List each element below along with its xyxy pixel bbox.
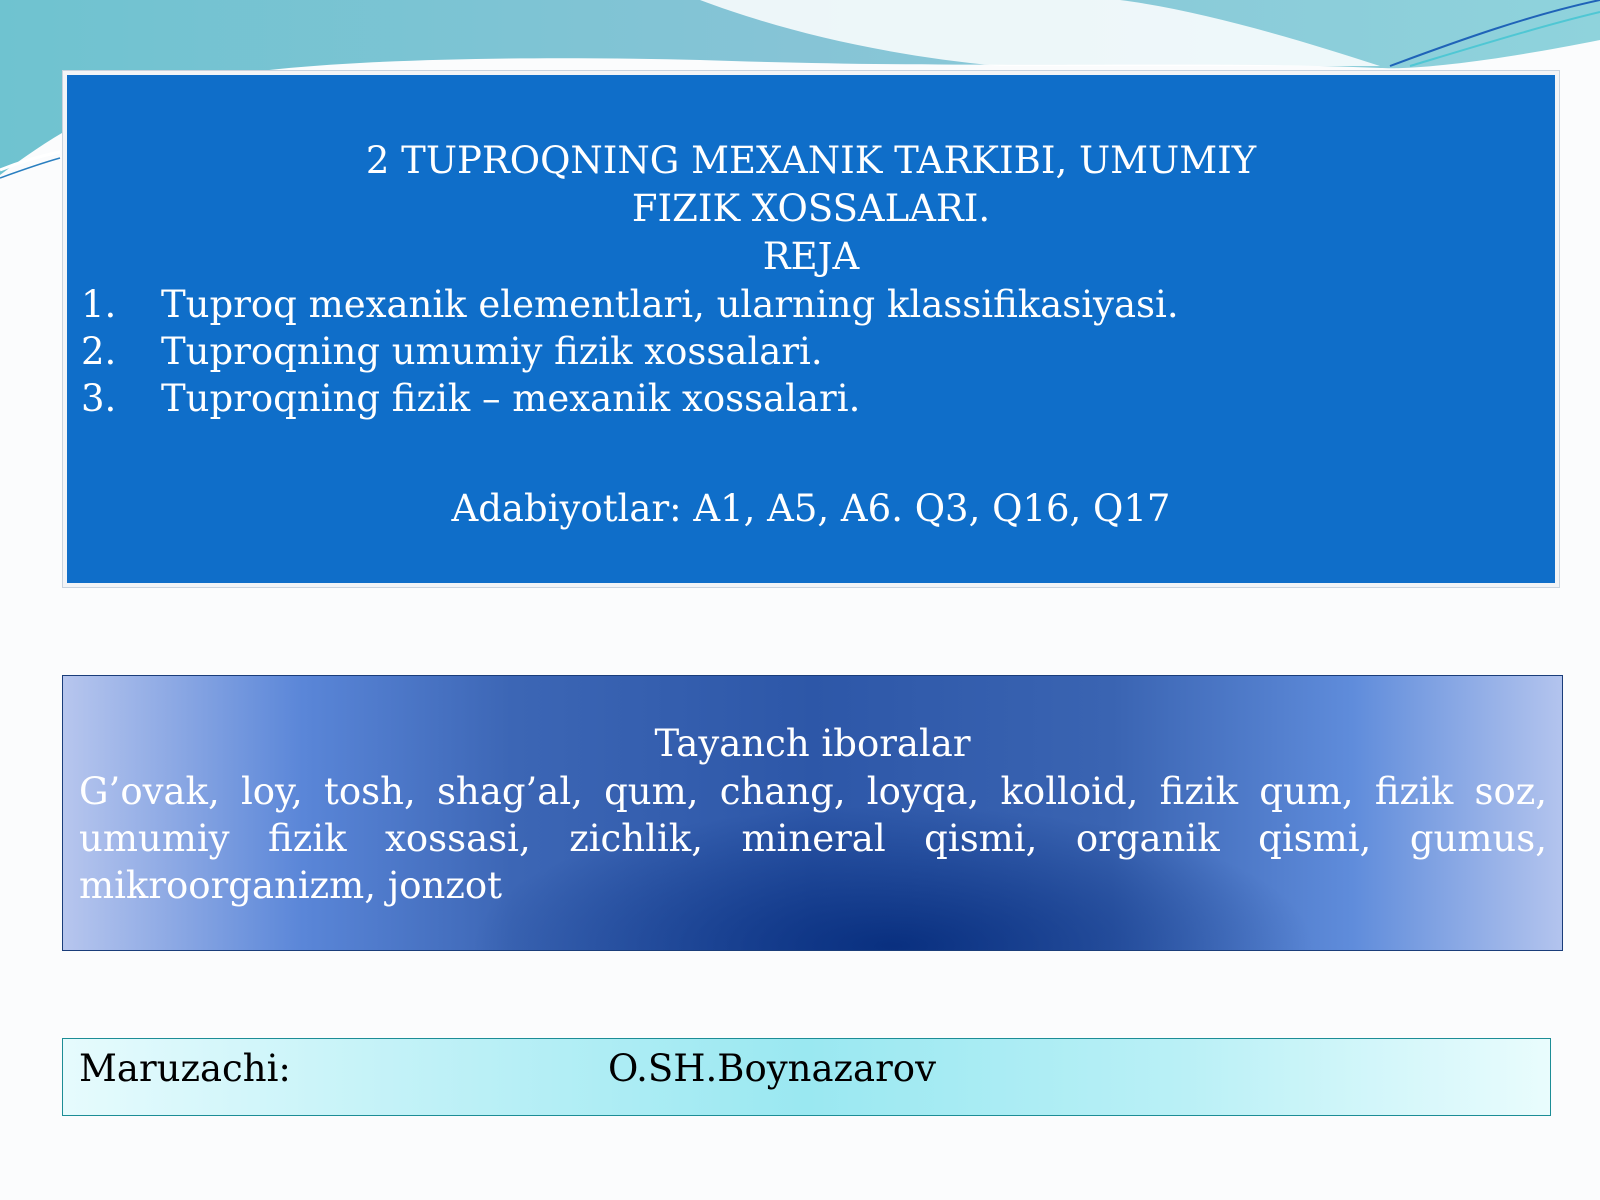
plan-heading: REJA [762, 235, 860, 278]
plan-list [81, 281, 1179, 422]
keywords-panel [62, 675, 1563, 951]
speaker-name: O.SH.Boynazarov [608, 1047, 936, 1090]
speaker-label: Maruzachi: [79, 1047, 291, 1090]
plan-item-number: 2. [81, 330, 117, 373]
keywords-title: Tayanch iboralar [654, 722, 971, 765]
plan-item-text: Tuproqning umumiy fizik xossalari. [161, 330, 823, 373]
plan-item-text: Tuproqning fizik – mexanik xossalari. [161, 377, 861, 420]
title-line-2: FIZIK XOSSALARI. [631, 187, 991, 230]
speaker-panel [62, 1038, 1551, 1116]
plan-item-number: 1. [81, 283, 117, 326]
slide-title [67, 137, 1555, 281]
plan-item-text: Tuproq mexanik elementlari, ularning klassifikasiyasi. [161, 283, 1179, 326]
keywords-text: G’ovak, loy, tosh, shag’al, qum, chang, loyqa, kolloid, fizik qum, fizik soz, umumiy fizik xossasi, zichlik, mineral qismi, organik qismi, gumus, mikroorganizm, jonzot [79, 770, 1547, 907]
list-item [81, 375, 1179, 422]
plan-item-number: 3. [81, 377, 117, 420]
list-item [81, 281, 1179, 328]
list-item [81, 328, 1179, 375]
literature-references: Adabiyotlar: A1, A5, A6. Q3, Q16, Q17 [451, 487, 1171, 530]
title-plan-panel [63, 71, 1559, 587]
title-line-1: 2 TUPROQNING MEXANIK TARKIBI, UMUMIY [365, 139, 1257, 182]
